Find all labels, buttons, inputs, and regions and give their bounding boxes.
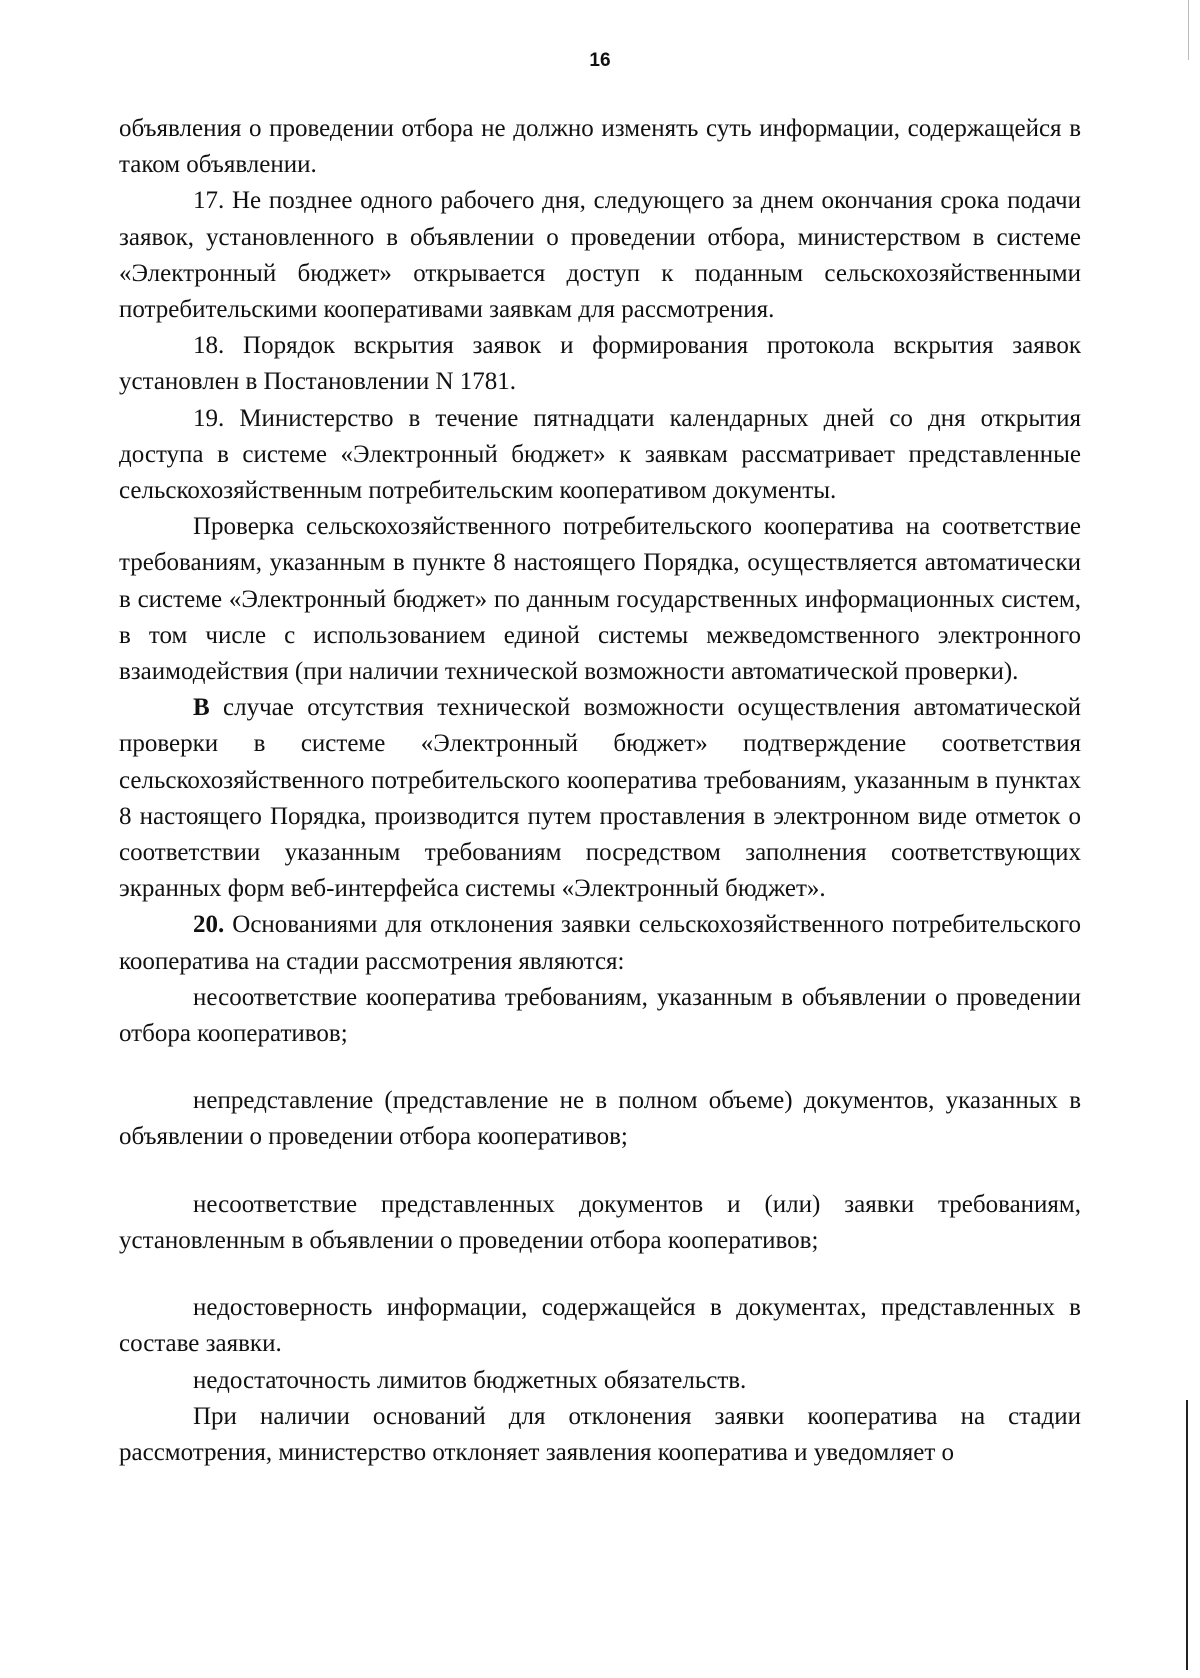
- paragraph-item-20: [119, 907, 1081, 979]
- ground-item-4: недостоверность информации, содержащейся в документах, представленных в составе заявки.: [119, 1294, 1081, 1358]
- paragraph-continuation: объявления о проведении отбора не должно изменять суть информации, содержащейся в таком объявлении.: [119, 115, 1081, 179]
- paragraph-body: случае отсутствия технической возможности осуществления автоматической проверки в системе «Электронный бюджет» подтверждение соответствия сельскохозяйственного потребительского кооператива требованиям, указанным в пунктах 8 настоящего Порядка, производится путем проставления в электронном виде отметок о соответствии указанным требованиям посредством заполнения соответствующих экранных форм веб-интерфейса системы «Электронный бюджет».: [119, 694, 1081, 903]
- paragraph-body: Основаниями для отклонения заявки сельскохозяйственного потребительского кооператива на стадии рассмотрения являются:: [119, 911, 1081, 975]
- paragraph-item-18: 18. Порядок вскрытия заявок и формирования протокола вскрытия заявок установлен в Постановлении N 1781.: [119, 332, 1081, 396]
- paragraph-lead: В: [193, 694, 210, 722]
- paragraph-lead: 20.: [193, 911, 225, 939]
- ground-item-2: непредставление (представление не в полном объеме) документов, указанных в объявлении о проведении отбора кооперативов;: [119, 1087, 1081, 1151]
- paragraph-manual-check: [119, 690, 1081, 907]
- ground-item-3: несоответствие представленных документов и (или) заявки требованиям, установленным в объявлении о проведении отбора кооперативов;: [119, 1190, 1081, 1254]
- paragraph-rejection: При наличии оснований для отклонения заявки кооператива на стадии рассмотрения, министерство отклоняет заявления кооператива и уведомляет о: [119, 1402, 1081, 1466]
- document-body: [119, 111, 1081, 1471]
- scan-edge-line: [1186, 1400, 1188, 1670]
- paragraph-item-19: 19. Министерство в течение пятнадцати календарных дней со дня открытия доступа в системе «Электронный бюджет» к заявкам рассматривает представленные сельскохозяйственным потребительским кооперативом документы.: [119, 404, 1081, 505]
- ground-item-1: несоответствие кооператива требованиям, указанным в объявлении о проведении отбора кооперативов;: [119, 983, 1081, 1048]
- paragraph-item-17: 17. Не позднее одного рабочего дня, следующего за днем окончания срока подачи заявок, установленного в объявлении о проведении отбора, министерством в системе «Электронный бюджет» открывается доступ к поданным сельскохозяйственными потребительскими кооперативами заявкам для рассмотрения.: [119, 187, 1081, 324]
- ground-item-5: недостаточность лимитов бюджетных обязательств.: [193, 1366, 747, 1394]
- paragraph-verification: Проверка сельскохозяйственного потребительского кооператива на соответствие требованиям, указанным в пункте 8 настоящего Порядка, осуществляется автоматически в системе «Электронный бюджет» по данным государственных информационных систем, в том числе с использованием единой системы межведомственного электронного взаимодействия (при наличии технической возможности автоматической проверки).: [119, 513, 1081, 686]
- page-number: 16: [589, 50, 611, 71]
